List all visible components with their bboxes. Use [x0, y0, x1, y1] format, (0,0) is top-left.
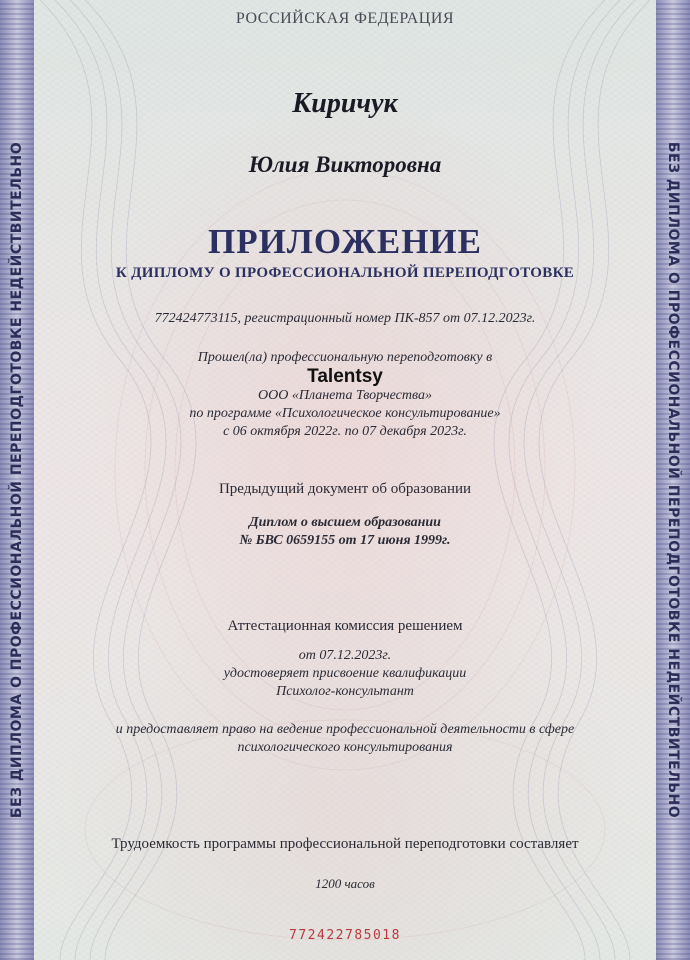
rights-line-2: психологического консультирования	[237, 740, 453, 755]
workload-hours: 1200 часов	[315, 876, 375, 891]
document-subtitle: К ДИПЛОМУ О ПРОФЕССИОНАЛЬНОЙ ПЕРЕПОДГОТОВКЕ	[115, 265, 575, 281]
right-border-text: БЕЗ ДИПЛОМА О ПРОФЕССИОНАЛЬНОЙ ПЕРЕПОДГОТОВКЕ НЕДЕЙСТВИТЕЛЬНО	[665, 141, 681, 819]
training-organization: ООО «Планета Творчества»	[258, 388, 432, 403]
previous-document-name: Диплом о высшем образовании	[249, 515, 441, 530]
training-period: с 06 октября 2022г. по 07 декабря 2023г.	[223, 424, 467, 439]
registration-line: 772424773115, регистрационный номер ПК-857 от 07.12.2023г.	[154, 311, 536, 326]
training-intro: Прошел(ла) профессиональную переподготовку в	[197, 350, 493, 365]
previous-document-number: № БВС 0659155 от 17 июня 1999г.	[239, 533, 451, 548]
qualification-name: Психолог-консультант	[276, 684, 414, 699]
training-brand: Talentsy	[307, 366, 383, 387]
holder-given-names: Юлия Викторовна	[248, 152, 442, 177]
workload-label: Трудоемкость программы профессиональной переподготовки составляет	[111, 836, 579, 852]
training-program: по программе «Психологическое консультирование»	[189, 406, 501, 421]
commission-date: от 07.12.2023г.	[298, 648, 392, 663]
previous-document-label: Предыдущий документ об образовании	[218, 481, 472, 497]
left-security-border	[0, 0, 34, 960]
country-header: РОССИЙСКАЯ ФЕДЕРАЦИЯ	[235, 10, 455, 27]
right-security-border	[656, 0, 690, 960]
rights-line-1: и предоставляет право на ведение профессиональной деятельности в сфере	[115, 722, 575, 737]
commission-label: Аттестационная комиссия решением	[227, 618, 463, 634]
left-border-text: БЕЗ ДИПЛОМА О ПРОФЕССИОНАЛЬНОЙ ПЕРЕПОДГОТОВКЕ НЕДЕЙСТВИТЕЛЬНО	[9, 141, 25, 819]
holder-surname: Киричук	[292, 88, 398, 119]
commission-certifies: удостоверяет присвоение квалификации	[223, 666, 467, 681]
document-title: ПРИЛОЖЕНИЕ	[207, 222, 482, 261]
serial-number: 772422785018	[289, 928, 401, 943]
